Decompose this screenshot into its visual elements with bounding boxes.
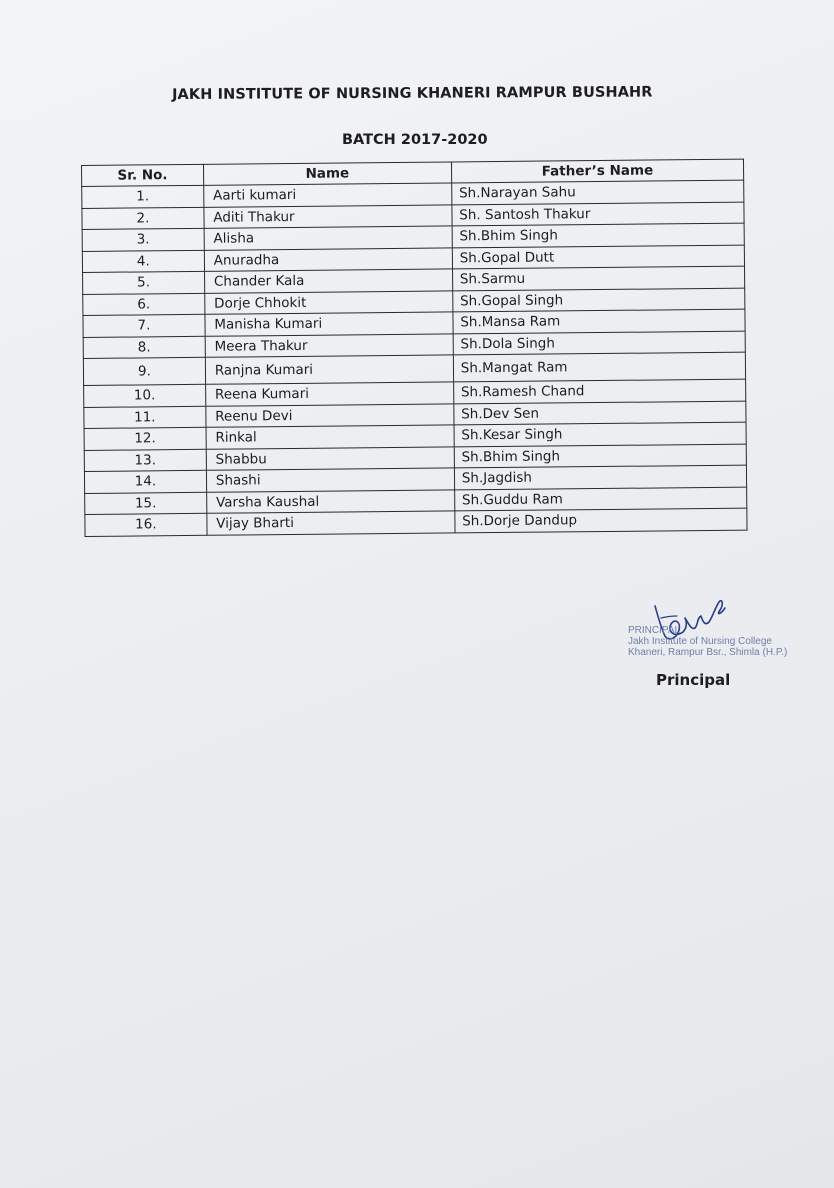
row-sr-no: 3. (82, 228, 204, 251)
row-sr-no: 5. (83, 271, 205, 294)
row-name: Manisha Kumari (205, 312, 453, 336)
row-sr-no: 12. (84, 427, 206, 450)
row-name: Shabbu (206, 446, 454, 470)
student-roster-table (81, 159, 748, 537)
row-fathers-name: Sh.Narayan Sahu (451, 180, 743, 204)
row-sr-no: 6. (83, 293, 205, 316)
row-fathers-name: Sh.Guddu Ram (454, 487, 746, 511)
row-name: Dorje Chhokit (205, 290, 453, 314)
row-name: Anuradha (204, 247, 452, 271)
row-fathers-name: Sh.Bhim Singh (452, 223, 744, 247)
row-sr-no: 16. (85, 513, 207, 536)
row-sr-no: 1. (82, 185, 204, 208)
row-name: Reena Kumari (205, 382, 453, 406)
stamp-line-1: PRINCIPAL (628, 625, 681, 636)
row-name: Aditi Thakur (204, 204, 452, 228)
row-name: Varsha Kaushal (206, 489, 454, 513)
header-fathers-name: Father’s Name (451, 159, 743, 183)
row-fathers-name: Sh.Bhim Singh (454, 444, 746, 468)
row-fathers-name: Sh.Kesar Singh (454, 422, 746, 446)
stamp-line-2: Jakh Institute of Nursing College (628, 636, 772, 647)
row-sr-no: 2. (82, 207, 204, 230)
row-name: Alisha (204, 226, 452, 250)
row-fathers-name: Sh.Gopal Singh (452, 288, 744, 312)
row-fathers-name: Sh.Mangat Ram (453, 352, 745, 382)
header-sr-no: Sr. No. (82, 164, 204, 186)
row-fathers-name: Sh.Dola Singh (453, 331, 745, 355)
institution-stamp (628, 625, 787, 658)
row-name: Meera Thakur (205, 333, 453, 357)
stamp-line-3: Khaneri, Rampur Bsr., Shimla (H.P.) (628, 647, 788, 658)
row-fathers-name: Sh.Dorje Dandup (455, 508, 747, 532)
header-name: Name (203, 162, 451, 185)
row-fathers-name: Sh.Mansa Ram (453, 309, 745, 333)
row-name: Reenu Devi (206, 403, 454, 427)
row-sr-no: 14. (84, 470, 206, 493)
row-sr-no: 15. (85, 492, 207, 515)
row-sr-no: 4. (82, 250, 204, 273)
row-sr-no: 10. (84, 384, 206, 407)
row-name: Rinkal (206, 425, 454, 449)
row-fathers-name: Sh.Jagdish (454, 465, 746, 489)
row-fathers-name: Sh.Sarmu (452, 266, 744, 290)
row-fathers-name: Sh.Gopal Dutt (452, 245, 744, 269)
row-sr-no: 9. (83, 357, 205, 385)
row-name: Ranjna Kumari (205, 355, 453, 384)
row-sr-no: 13. (84, 449, 206, 472)
institute-title: JAKH INSTITUTE OF NURSING KHANERI RAMPUR BUSHAHR (172, 84, 653, 103)
principal-designation: Principal (656, 671, 731, 689)
row-fathers-name: Sh.Ramesh Chand (453, 379, 745, 403)
row-name: Aarti kumari (203, 183, 451, 207)
row-name: Shashi (206, 468, 454, 492)
row-fathers-name: Sh.Dev Sen (454, 401, 746, 425)
batch-heading: BATCH 2017-2020 (342, 132, 488, 148)
row-sr-no: 7. (83, 314, 205, 337)
row-fathers-name: Sh. Santosh Thakur (452, 202, 744, 226)
row-name: Vijay Bharti (207, 511, 455, 535)
row-sr-no: 11. (84, 406, 206, 429)
row-sr-no: 8. (83, 336, 205, 359)
row-name: Chander Kala (204, 269, 452, 293)
